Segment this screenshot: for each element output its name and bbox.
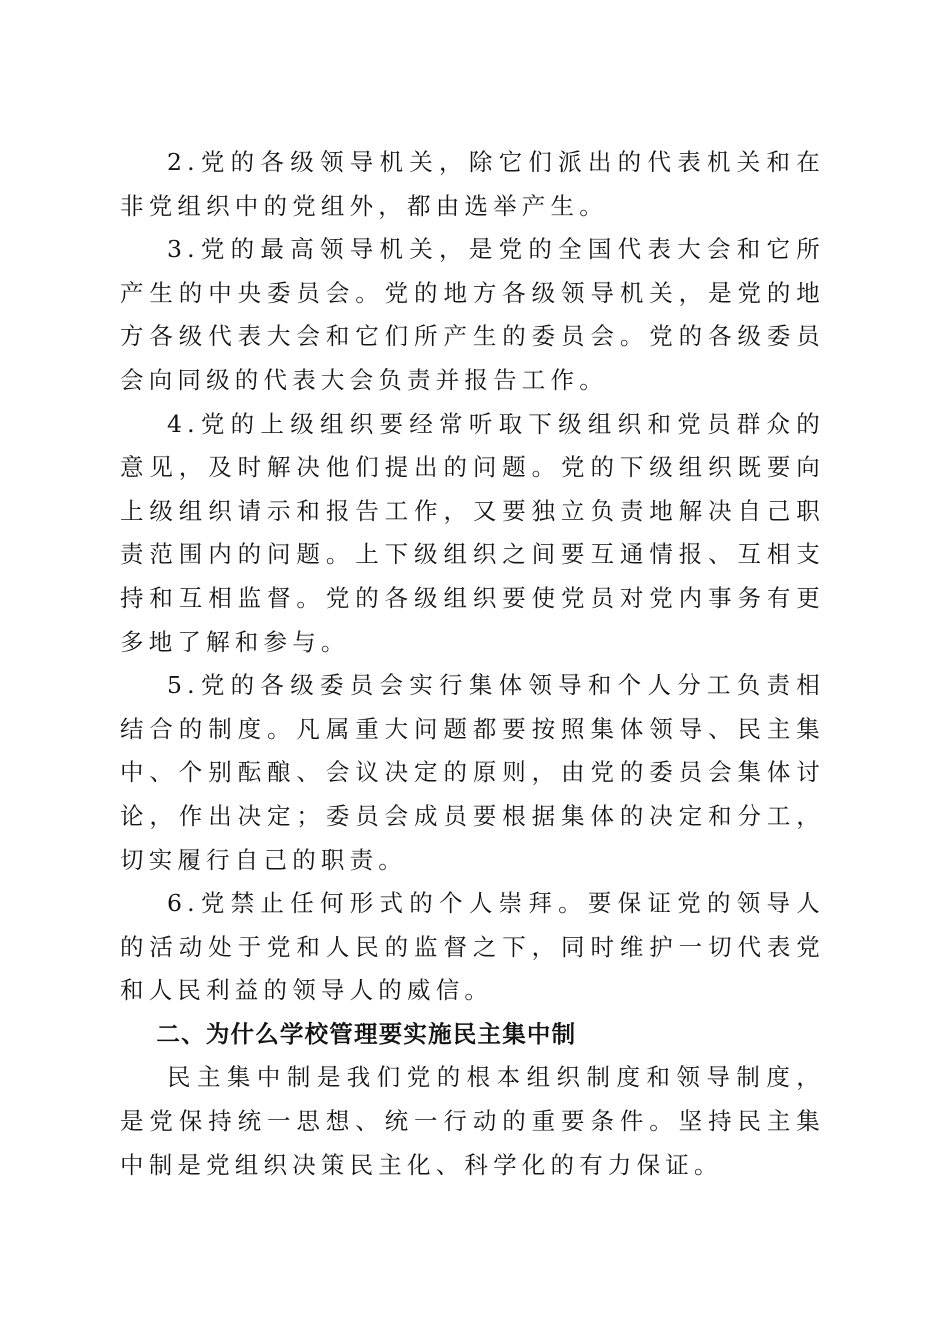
closing-paragraph: 民主集中制是我们党的根本组织制度和领导制度，是党保持统一思想、统一行动的重要条件。坚持民主集中制是党组织决策民主化、科学化的有力保证。 xyxy=(120,1063,825,1179)
document-body xyxy=(120,141,825,1187)
paragraph-item-4: 4.党的上级组织要经常听取下级组织和党员群众的意见，及时解决他们提出的问题。党的下级组织既要向上级组织请示和报告工作，又要独立负责地解决自己职责范围内的问题。上下级组织之间要互通情报、互相支持和互相监督。党的各级组织要使党员对党内事务有更多地了解和参与。 xyxy=(120,409,825,656)
paragraph-item-3: 3.党的最高领导机关，是党的全国代表大会和它所产生的中央委员会。党的地方各级领导机关，是党的地方各级代表大会和它们所产生的委员会。党的各级委员会向同级的代表大会负责并报告工作。 xyxy=(120,235,825,394)
section-heading: 二、为什么学校管理要实施民主集中制 xyxy=(156,1019,577,1048)
paragraph-item-2: 2.党的各级领导机关，除它们派出的代表机关和在非党组织中的党组外，都由选举产生。 xyxy=(120,148,825,220)
paragraph-item-6: 6.党禁止任何形式的个人崇拜。要保证党的领导人的活动处于党和人民的监督之下，同时维护一切代表党和人民利益的领导人的威信。 xyxy=(120,889,825,1005)
paragraph-item-5: 5.党的各级委员会实行集体领导和个人分工负责相结合的制度。凡属重大问题都要按照集体领导、民主集中、个别酝酿、会议决定的原则，由党的委员会集体讨论，作出决定；委员会成员要根据集体的决定和分工，切实履行自己的职责。 xyxy=(120,671,825,874)
